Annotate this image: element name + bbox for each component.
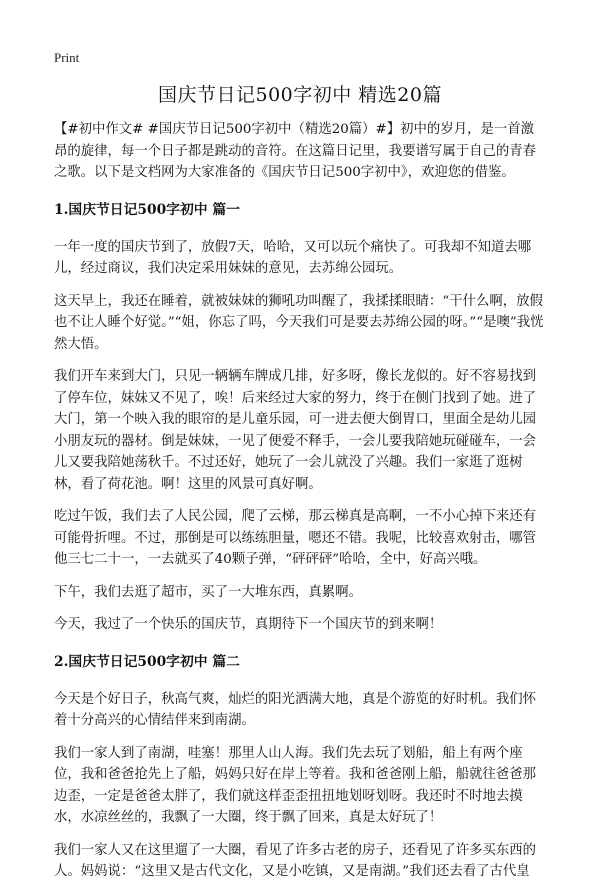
paragraph: 这天早上，我还在睡着，就被妹妹的狮吼功叫醒了，我揉揉眼睛：“干什么啊，放假也不让人睡个好觉。”“姐，你忘了吗，今天我们可是要去苏绵公园的呀。”“是噢”我恍然大悟。 [54, 293, 544, 352]
document-body [54, 119, 546, 894]
paragraph: 一年一度的国庆节到了，放假7天，哈哈，又可以玩个痛快了。可我却不知道去哪儿，经过商议，我们决定采用妹妹的意见，去苏绵公园玩。 [54, 239, 532, 276]
paragraph: 下午，我们去逛了超市，买了一大堆东西，真累啊。 [54, 584, 362, 600]
intro-paragraph: 【#初中作文# #国庆节日记500字初中（精选20篇）#】初中的岁月，是一首激昂的旋律，每一个日子都是跳动的音符。在这篇日记里，我要谱写属于自己的青春之歌。以下是文档网为大家准备的《国庆节日记500字初中》，欢迎您的借鉴。 [54, 122, 537, 180]
paragraph: 吃过午饭，我们去了人民公园，爬了云梯，那云梯真是高啊，一不小心掉下来还有可能骨折哩。不过，那倒是可以练练胆量，嗯还不错。我呢，比较喜欢射击，哪管他三七二十一，一去就买了40颗子弹，“砰砰砰”哈哈，全中，好高兴哦。 [54, 509, 537, 567]
paragraph: 今天，我过了一个快乐的国庆节，真期待下一个国庆节的到来啊！ [54, 617, 443, 632]
print-label: Print [54, 50, 80, 65]
paragraph: 我们一家人到了南湖，哇塞！那里人山人海。我们先去玩了划船，船上有两个座位，我和爸爸抢先上了船，妈妈只好在岸上等着。我和爸爸刚上船，船就往爸爸那边歪，一定是爸爸太胖了，我们就这样歪歪扭扭地划呀划呀。我还时不时地去摸水，水凉丝丝的，我飘了一大圈，终于飘了回来，真是太好玩了！ [54, 745, 537, 825]
paragraph: 今天是个好日子，秋高气爽，灿烂的阳光洒满大地，真是个游览的好时机。我们怀着十分高兴的心情结伴来到南湖。 [54, 691, 537, 728]
page-title: 国庆节日记500字初中 精选20篇 [158, 84, 442, 106]
section-heading-2: 2.国庆节日记500字初中 篇二 [54, 653, 240, 670]
section-heading-1: 1.国庆节日记500字初中 篇一 [54, 201, 240, 218]
paragraph: 我们开车来到大门，只见一辆辆车牌成几排，好多呀，像长龙似的。好不容易找到了停车位，妹妹又不见了，唉！后来经过大家的努力，终于在侧门找到了她。进了大门，第一个映入我的眼帘的是儿童乐园，可一进去便大倒胃口，里面全是幼儿园小朋友玩的器材。倒是妹妹，一见了便爱不释手，一会儿要我陪她玩碰碰车，一会儿又要我陪她荡秋千。不过还好，她玩了一会儿就没了兴趣。我们一家逛了逛树林，看了荷花池。啊！这里的风景可真好啊。 [54, 369, 537, 492]
paragraph: 我们一家人又在这里遛了一大圈，看见了许多古老的房子，还看见了许多买东西的人。妈妈说：“这里又是古代文化，又是小吃镇，又是南湖。”我们还去看了古代皇 [54, 842, 537, 879]
